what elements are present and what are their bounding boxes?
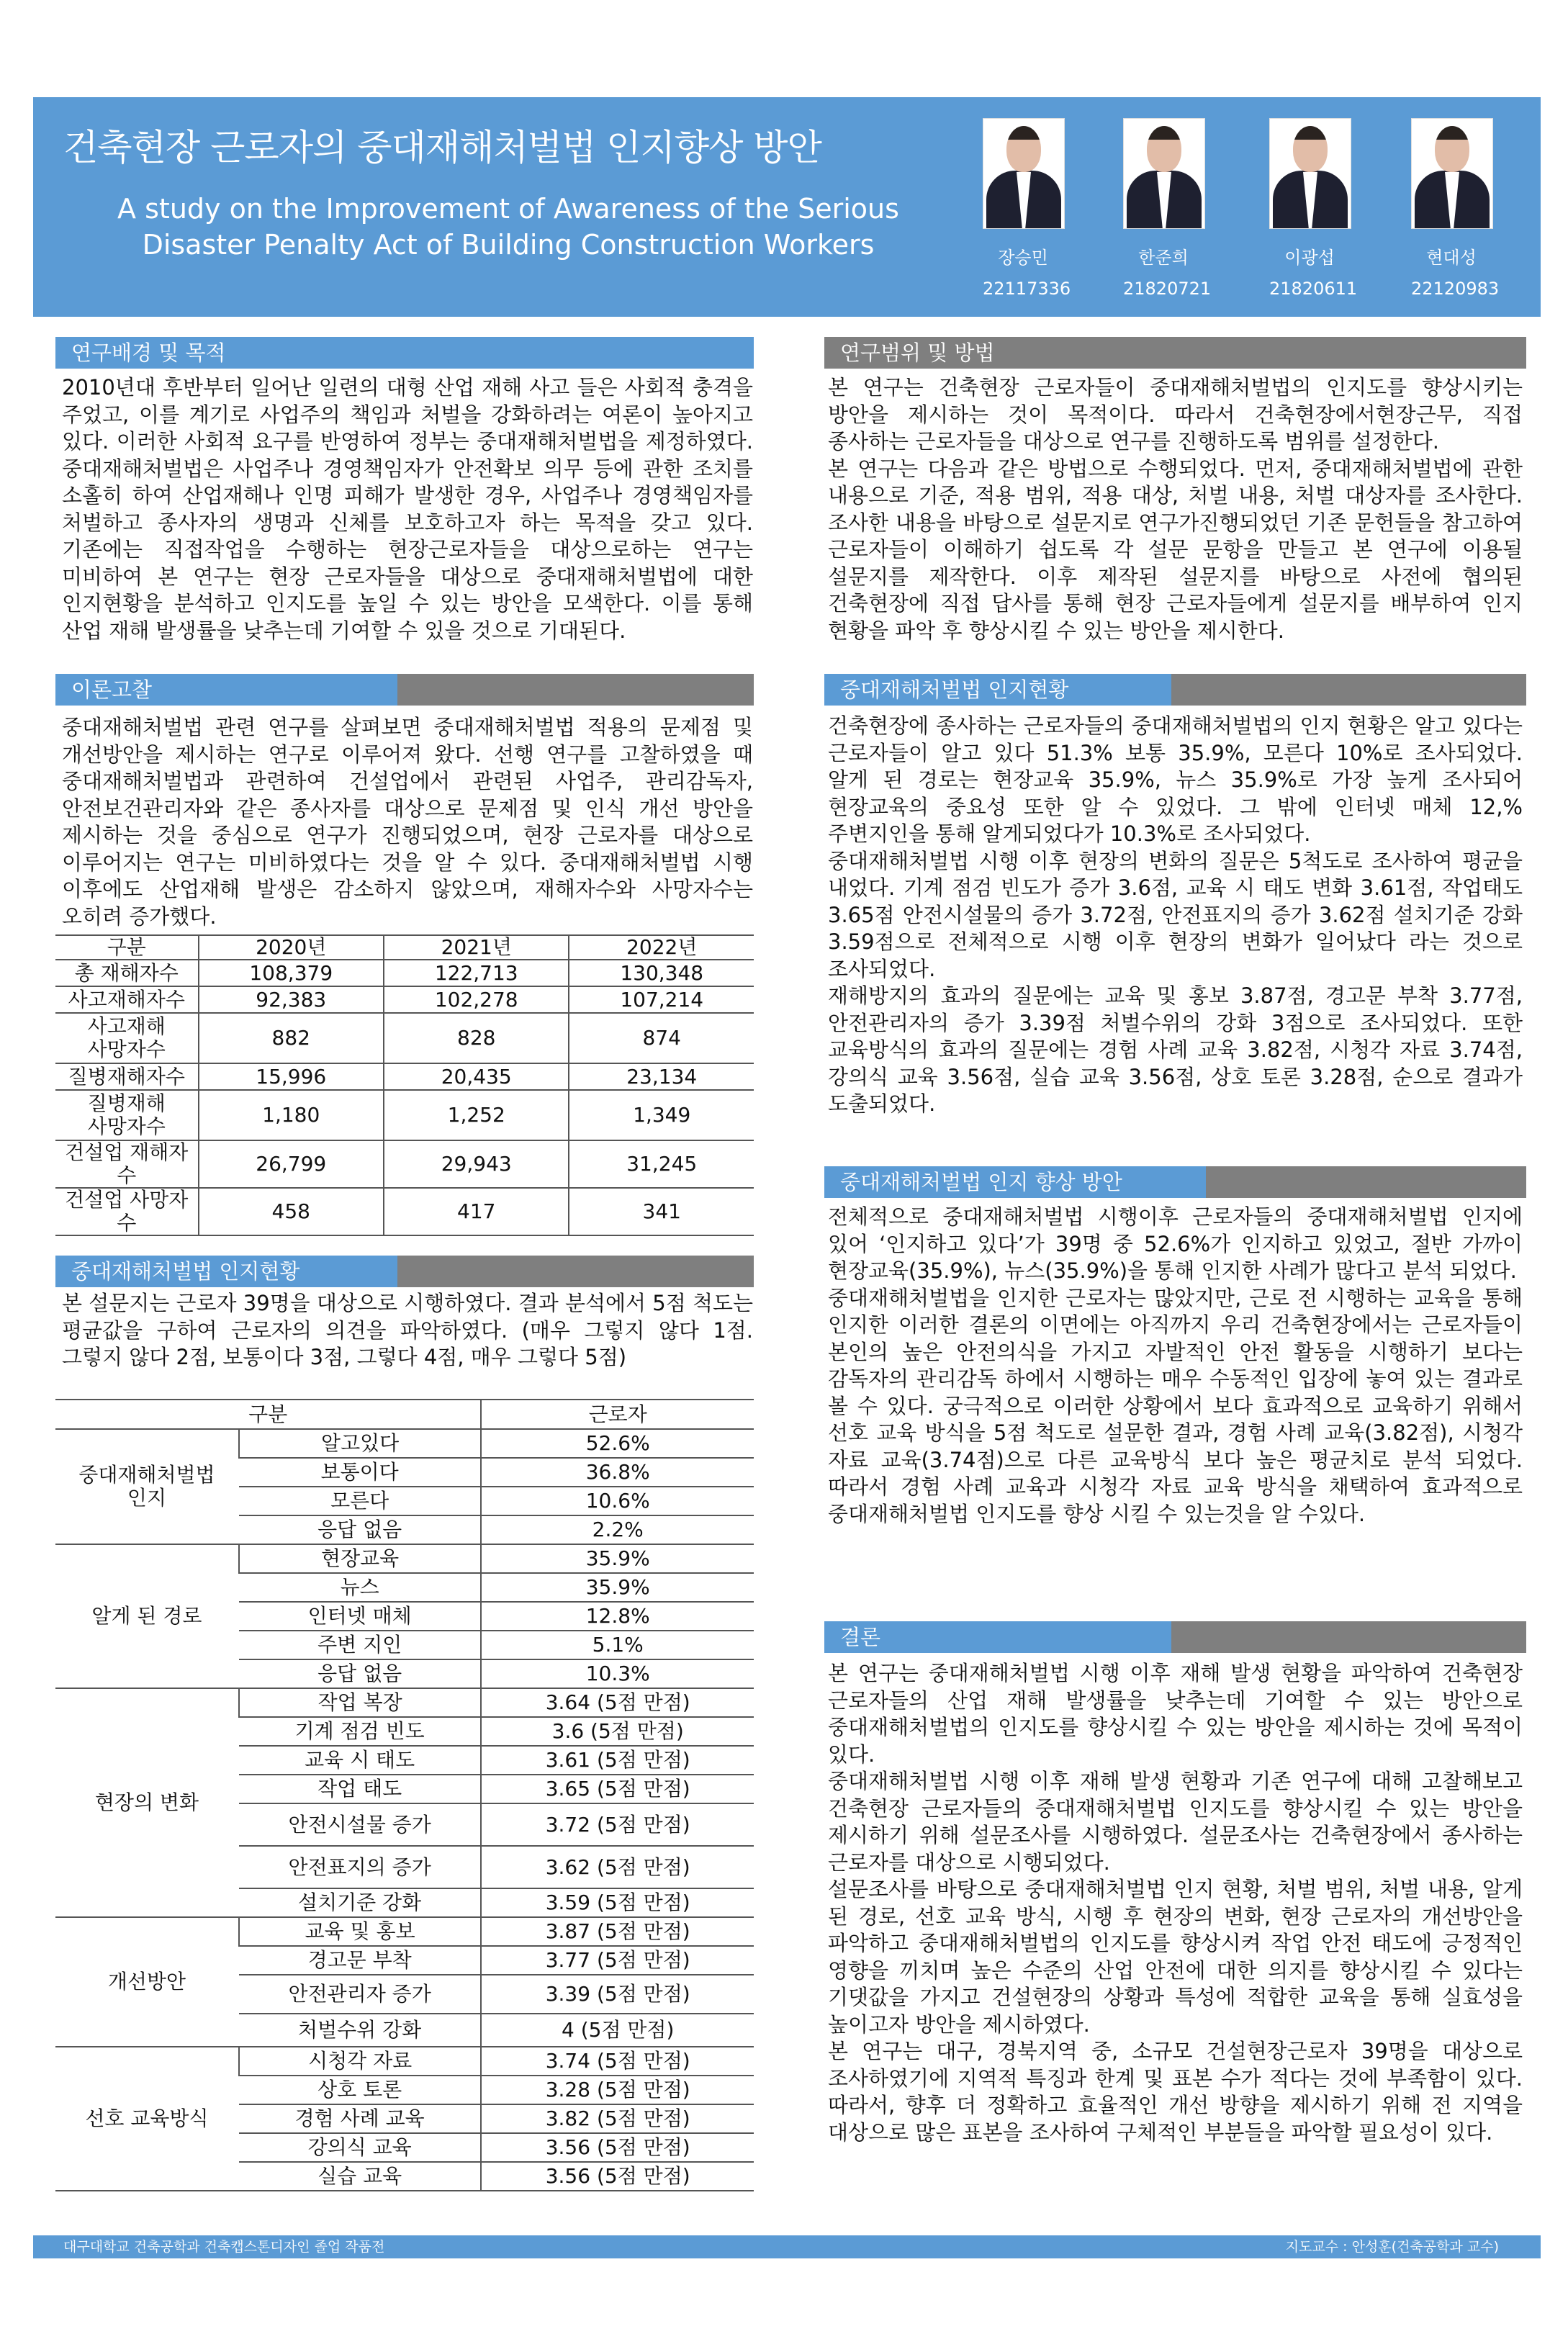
paragraph: 중대재해처벌법 시행 이후 현장의 변화의 질문은 5척도로 조사하여 평균을 내었다. 기계 점검 빈도가 증가 3.6점, 교육 시 태도 변화 3.61점, 작업태도 3.65점 안전시설물의 증가 3.72점, 안전표지의 증가 3.62점 설치기준 강화 3.59점으로 전체적으로 시행 이후 현장의 변화가 일어났다 라는 것으로 조사되었다. [828, 848, 1523, 981]
cell-value: 417 [384, 1188, 569, 1235]
photo-head [1006, 126, 1041, 172]
item-value: 35.9% [481, 1573, 754, 1602]
photo-head [1147, 126, 1181, 172]
cell-value: 1,252 [384, 1090, 569, 1140]
item-value: 10.3% [481, 1659, 754, 1688]
item-label: 알고있다 [239, 1429, 482, 1458]
member-photo [1123, 118, 1205, 229]
table-row [55, 1013, 754, 1063]
paragraph: 본 연구는 중대재해처벌법 시행 이후 재해 발생 현황을 파악하여 건축현장 근로자들의 산업 재해 발생률을 낮추는데 기여할 수 있는 방안으로 중대재해처벌법의 인지도를 향상시킬 수 있는 방안을 제시하는 것에 목적이 있다. [828, 1661, 1523, 1767]
item-label: 인터넷 매체 [239, 1602, 482, 1631]
item-label: 안전표지의 증가 [239, 1846, 482, 1888]
section-header-status-right [824, 674, 1526, 706]
cell-value: 92,383 [199, 986, 384, 1013]
cell-value: 1,180 [199, 1090, 384, 1140]
footer-advisor: 지도교수 : 안성훈(건축공학과 교수) [1285, 2239, 1499, 2255]
item-label: 뉴스 [239, 1573, 482, 1602]
subtitle-line: Disaster Penalty Act of Building Construction Workers [142, 229, 875, 261]
paragraph: 본 연구는 다음과 같은 방법으로 수행되었다. 먼저, 중대재해처벌법에 관한 내용으로 기준, 적용 범위, 적용 대상, 처벌 내용, 처벌 대상자를 조사한다. 조사한 내용을 바탕으로 설문지로 연구가진행되었던 기존 문헌들을 참고하여 근로자들이 이해하기 쉽도록 각 설문 문항을 만들고 본 연구에 이용될 설문지를 제작한다. 이후 제작된 설문지를 바탕으로 사전에 협의된 건축현장에 직접 답사를 통해 현장 근로자들에게 설문지를 배부하여 인지 현황을 파악 후 향상시킬 수 있는 방안을 제시한다. [828, 456, 1523, 643]
table-row [55, 1140, 754, 1188]
column-header: 2021년 [384, 935, 569, 960]
item-label: 설치기준 강화 [239, 1888, 482, 1917]
photo-head [1293, 126, 1328, 172]
cell-value: 20,435 [384, 1063, 569, 1090]
cell-value: 23,134 [569, 1063, 754, 1090]
cell-value: 828 [384, 1013, 569, 1063]
status-left-text [62, 1290, 753, 1371]
item-label: 보통이다 [239, 1458, 482, 1487]
section-header-improvement [824, 1166, 1526, 1198]
section-title: 중대재해처벌법 인지현황 [71, 1259, 300, 1284]
row-label: 질병재해자수 [55, 1063, 199, 1090]
member-name: 현대성 [1426, 248, 1477, 268]
paragraph: 2010년대 후반부터 일어난 일련의 대형 산업 재해 사고 들은 사회적 충격을 주었고, 이를 계기로 사업주의 책임과 처벌을 강화하려는 여론이 높아지고 있다. 이러한 사회적 요구를 반영하여 정부는 중대재해처벌법을 제정하였다. 중대재해처벌법은 사업주나 경영책임자가 안전확보 의무 등에 관한 조치를 소홀히 하여 산업재해나 인명 피해가 발생한 경우, 사업주나 경영책임자를 처벌하고 종사자의 생명과 신체를 보호하고자 하는 목적을 갖고 있다. 기존에는 직접작업을 수행하는 현장근로자들을 대상으로하는 연구는 미비하여 본 연구는 현장 근로자들을 대상으로 중대재해처벌법에 대한 인지현황을 분석하고 인지도를 높일 수 있는 방안을 모색한다. 이를 통해 산업 재해 발생률을 낮추는데 기여할 수 있을 것으로 기대된다. [62, 375, 753, 643]
item-value: 3.39 (5점 만점) [481, 1975, 754, 2014]
member-photo [1411, 118, 1493, 229]
section-title: 중대재해처벌법 인지 향상 방안 [840, 1170, 1122, 1194]
paragraph: 재해방지의 효과의 질문에는 교육 및 홍보 3.87점, 경고문 부착 3.77점, 안전관리자의 증가 3.39점 처벌수위의 강화 3점으로 조사되었다. 또한 교육방식의 효과의 질문에는 경험 사례 교육 3.82점, 시청각 자료 3.74점, 강의식 교육 3.56점, 실습 교육 3.56점, 상호 토론 3.28점, 순으로 결과가 도출되었다. [828, 983, 1523, 1116]
cell-value: 1,349 [569, 1090, 754, 1140]
item-label: 안전관리자 증가 [239, 1975, 482, 2014]
cell-value: 102,278 [384, 986, 569, 1013]
item-value: 3.72 (5점 만점) [481, 1803, 754, 1846]
team-member [1123, 118, 1212, 299]
item-label: 모른다 [239, 1487, 482, 1515]
background-text [62, 374, 753, 644]
item-label: 처벌수위 강화 [239, 2014, 482, 2047]
item-value: 2.2% [481, 1515, 754, 1544]
item-label: 경험 사례 교육 [239, 2104, 482, 2133]
item-label: 상호 토론 [239, 2076, 482, 2104]
section-header-status-left [55, 1256, 754, 1287]
item-value: 3.56 (5점 만점) [481, 2162, 754, 2191]
item-value: 3.64 (5점 만점) [481, 1688, 754, 1717]
cell-value: 108,379 [199, 960, 384, 986]
row-label: 건설업 사망자수 [55, 1188, 199, 1235]
paragraph: 설문조사를 바탕으로 중대재해처벌법 인지 현황, 처벌 범위, 처벌 내용, 알게 된 경로, 선호 교육 방식, 시행 후 현장의 변화, 현장 근로자의 개선방안을 파악하고 중대재해처벌법의 인지도를 향상시켜 작업 안전 태도에 긍정적인 영향을 끼치며 높은 수준의 산업 안전에 대한 의지를 향상시킬 수 있다는 기댓값을 가지고 건설현장의 상황과 특성에 적합한 교육을 통해 실효성을 높이고자 방안을 제시하였다. [828, 1877, 1523, 2037]
item-label: 시청각 자료 [239, 2047, 482, 2076]
table-row [55, 960, 754, 986]
cell-value: 26,799 [199, 1140, 384, 1188]
member-name: 장승민 [998, 248, 1048, 268]
item-value: 3.87 (5점 만점) [481, 1917, 754, 1946]
paragraph: 본 연구는 건축현장 근로자들이 중대재해처벌법의 인지도를 향상시키는 방안을 제시하는 것이 목적이다. 따라서 건축현장에서현장근무, 직접 종사하는 근로자들을 대상으로 연구를 진행하도록 범위를 설정한다. [828, 375, 1523, 454]
survey-results-table [55, 1399, 754, 2191]
group-label: 개선방안 [55, 1917, 239, 2047]
item-value: 3.74 (5점 만점) [481, 2047, 754, 2076]
row-label: 질병재해 사망자수 [55, 1090, 199, 1140]
item-label: 실습 교육 [239, 2162, 482, 2191]
member-student-id: 21820611 [1269, 279, 1358, 299]
item-label: 강의식 교육 [239, 2133, 482, 2162]
member-student-id: 22120983 [1411, 279, 1500, 299]
section-title: 이론고찰 [71, 677, 153, 702]
section-title: 결론 [840, 1625, 881, 1649]
member-name: 한준희 [1138, 248, 1189, 268]
paragraph: 중대재해처벌법 관련 연구를 살펴보면 중대재해처벌법 적용의 문제점 및 개선방안을 제시하는 연구로 이루어져 왔다. 선행 연구를 고찰하였을 때 중대재해처벌법과 관련하여 건설업에서 관련된 사업주, 관리감독자, 안전보건관리자와 같은 종사자를 대상으로 문제점 및 인식 개선 방안을 제시하는 것을 중심으로 연구가 진행되었으며, 현장 근로자를 대상으로 이루어지는 연구는 미비하였다는 것을 알 수 있다. 중대재해처벌법 시행 이후에도 산업재해 발생은 감소하지 않았으며, 재해자수와 사망자수는 오히려 증가했다. [62, 715, 753, 929]
scope-text [828, 374, 1523, 644]
item-value: 52.6% [481, 1429, 754, 1458]
paragraph: 본 연구는 대구, 경북지역 중, 소규모 건설현장근로자 39명을 대상으로 조사하였기에 지역적 특징과 한계 및 표본 수가 적다는 것에 부족함이 있다. 따라서, 향후 더 정확하고 효율적인 개선 방향을 제시하기 위해 전 지역을 대상으로 많은 표본을 조사하여 구체적인 부분들을 파악할 필요성이 있다. [828, 2039, 1523, 2145]
item-label: 안전시설물 증가 [239, 1803, 482, 1846]
item-label: 기계 점검 빈도 [239, 1717, 482, 1746]
section-title: 연구범위 및 방법 [840, 341, 995, 365]
item-label: 작업 태도 [239, 1775, 482, 1803]
item-label: 응답 없음 [239, 1659, 482, 1688]
item-label: 경고문 부착 [239, 1946, 482, 1975]
paragraph: 중대재해처벌법 시행 이후 재해 발생 현황과 기존 연구에 대해 고찰해보고 건축현장 근로자들의 중대재해처벌법 인지도를 향상시킬 수 있는 방안을 제시하기 위해 설문조사를 시행하였다. 설문조사는 건축현장에서 종사하는 근로자를 대상으로 시행되었다. [828, 1769, 1523, 1875]
team-member [1269, 118, 1358, 299]
item-label: 주변 지인 [239, 1631, 482, 1659]
row-label: 사고재해 사망자수 [55, 1013, 199, 1063]
column-header: 구분 [55, 935, 199, 960]
team-member [983, 118, 1071, 299]
item-label: 교육 시 태도 [239, 1746, 482, 1775]
cell-value: 15,996 [199, 1063, 384, 1090]
cell-value: 107,214 [569, 986, 754, 1013]
table-header-row [55, 935, 754, 960]
group-label: 선호 교육방식 [55, 2047, 239, 2191]
cell-value: 341 [569, 1188, 754, 1235]
item-value: 3.62 (5점 만점) [481, 1846, 754, 1888]
section-header-background [55, 337, 754, 369]
section-title: 연구배경 및 목적 [71, 341, 226, 365]
item-value: 36.8% [481, 1458, 754, 1487]
cell-value: 29,943 [384, 1140, 569, 1188]
item-value: 3.6 (5점 만점) [481, 1717, 754, 1746]
column-header: 2020년 [199, 935, 384, 960]
table-row [55, 1917, 754, 1946]
item-value: 5.1% [481, 1631, 754, 1659]
item-value: 3.28 (5점 만점) [481, 2076, 754, 2104]
row-label: 총 재해자수 [55, 960, 199, 986]
table-row [55, 1090, 754, 1140]
poster-subtitle [62, 191, 955, 263]
group-label: 현장의 변화 [55, 1688, 239, 1917]
team-member [1411, 118, 1500, 299]
item-value: 3.56 (5점 만점) [481, 2133, 754, 2162]
subtitle-line: A study on the Improvement of Awareness of the Serious [117, 193, 899, 225]
member-photo [983, 118, 1065, 229]
paragraph: 본 설문지는 근로자 39명을 대상으로 시행하였다. 결과 분석에서 5점 척도는 평균값을 구하여 근로자의 의견을 파악하였다. (매우 그렇지 않다 1점. 그렇지 않다 2점, 보통이다 3점, 그렇다 4점, 매우 그렇다 5점) [62, 1291, 753, 1369]
item-value: 3.82 (5점 만점) [481, 2104, 754, 2133]
section-header-scope [824, 337, 1526, 369]
item-value: 35.9% [481, 1544, 754, 1573]
table-header-row [55, 1400, 754, 1429]
theory-text [62, 714, 753, 930]
row-label: 건설업 재해자수 [55, 1140, 199, 1188]
item-value: 12.8% [481, 1602, 754, 1631]
column-header: 2022년 [569, 935, 754, 960]
item-value: 10.6% [481, 1487, 754, 1515]
item-value: 4 (5점 만점) [481, 2014, 754, 2047]
section-header-theory [55, 674, 754, 706]
item-label: 교육 및 홍보 [239, 1917, 482, 1946]
item-label: 작업 복장 [239, 1688, 482, 1717]
section-header-conclusion [824, 1621, 1526, 1653]
cell-value: 874 [569, 1013, 754, 1063]
member-student-id: 21820721 [1123, 279, 1212, 299]
row-label: 사고재해자수 [55, 986, 199, 1013]
cell-value: 458 [199, 1188, 384, 1235]
paragraph: 전체적으로 중대재해처벌법 시행이후 근로자들의 중대재해처벌법 인지에 있어 ‘인지하고 있다’가 39명 중 52.6%가 인지하고 있었고, 절반 가까이 현장교육(35.9%), 뉴스(35.9%)을 통해 인지한 사례가 많다고 분석 되었다. [828, 1204, 1523, 1283]
footer-department: 대구대학교 건축공학과 건축캡스톤디자인 졸업 작품전 [63, 2239, 385, 2255]
table-row [55, 1544, 754, 1573]
item-label: 현장교육 [239, 1544, 482, 1573]
table-row [55, 1188, 754, 1235]
member-name: 이광섭 [1284, 248, 1335, 268]
group-label: 중대재해처벌법 인지 [55, 1429, 239, 1544]
disaster-statistics-table [55, 934, 754, 1236]
column-header: 근로자 [481, 1400, 754, 1429]
improvement-text [828, 1204, 1523, 1528]
status-right-text [828, 713, 1523, 1118]
paragraph: 건축현장에 종사하는 근로자들의 중대재해처벌법의 인지 현황은 알고 있다는 근로자들이 알고 있다 51.3% 보통 35.9%, 모른다 10%로 조사되었다. 알게 된 경로는 현장교육 35.9%, 뉴스 35.9%로 가장 높게 조사되어 현장교육의 중요성 또한 알 수 있었다. 그 밖에 인터넷 매체 12,% 주변지인을 통해 알게되었다가 10.3%로 조사되었다. [828, 713, 1523, 846]
group-label: 알게 된 경로 [55, 1544, 239, 1688]
cell-value: 31,245 [569, 1140, 754, 1188]
table-row [55, 1688, 754, 1717]
cell-value: 122,713 [384, 960, 569, 986]
cell-value: 130,348 [569, 960, 754, 986]
conclusion-text [828, 1660, 1523, 2146]
table-row [55, 2047, 754, 2076]
table-row [55, 1429, 754, 1458]
member-student-id: 22117336 [983, 279, 1071, 299]
photo-head [1435, 126, 1469, 172]
table-row [55, 1063, 754, 1090]
table-row [55, 986, 754, 1013]
paragraph: 중대재해처벌법을 인지한 근로자는 많았지만, 근로 전 시행하는 교육을 통해 인지한 이러한 결론의 이면에는 아직까지 우리 건축현장에서는 근로자들이 본인의 높은 안전의식을 가지고 자발적인 안전 활동을 시행하기 보다는 감독자의 관리감독 하에서 시행하는 매우 수동적인 입장에 놓여 있는 결과로 볼 수 있다. 궁극적으로 이러한 상황에서 보다 효과적으로 교육하기 위해서 선호 교육 방식을 5점 척도로 설문한 결과, 경험 사례 교육(3.82점), 시청각 자료 교육(3.74점)으로 다른 교육방식 보다 높은 평균치로 분석 되었다. 따라서 경험 사례 교육과 시청각 자료 교육 방식을 채택하여 효과적으로 중대재해처벌법 인지도를 향상 시킬 수 있는것을 알 수있다. [828, 1285, 1523, 1526]
member-photo [1269, 118, 1351, 229]
item-value: 3.59 (5점 만점) [481, 1888, 754, 1917]
item-value: 3.61 (5점 만점) [481, 1746, 754, 1775]
poster-header [33, 97, 1541, 317]
poster-title: 건축현장 근로자의 중대재해처벌법 인지향상 방안 [63, 127, 821, 168]
item-label: 응답 없음 [239, 1515, 482, 1544]
item-value: 3.65 (5점 만점) [481, 1775, 754, 1803]
cell-value: 882 [199, 1013, 384, 1063]
column-header: 구분 [55, 1400, 481, 1429]
poster-footer [33, 2235, 1541, 2258]
section-title: 중대재해처벌법 인지현황 [840, 677, 1069, 702]
item-value: 3.77 (5점 만점) [481, 1946, 754, 1975]
